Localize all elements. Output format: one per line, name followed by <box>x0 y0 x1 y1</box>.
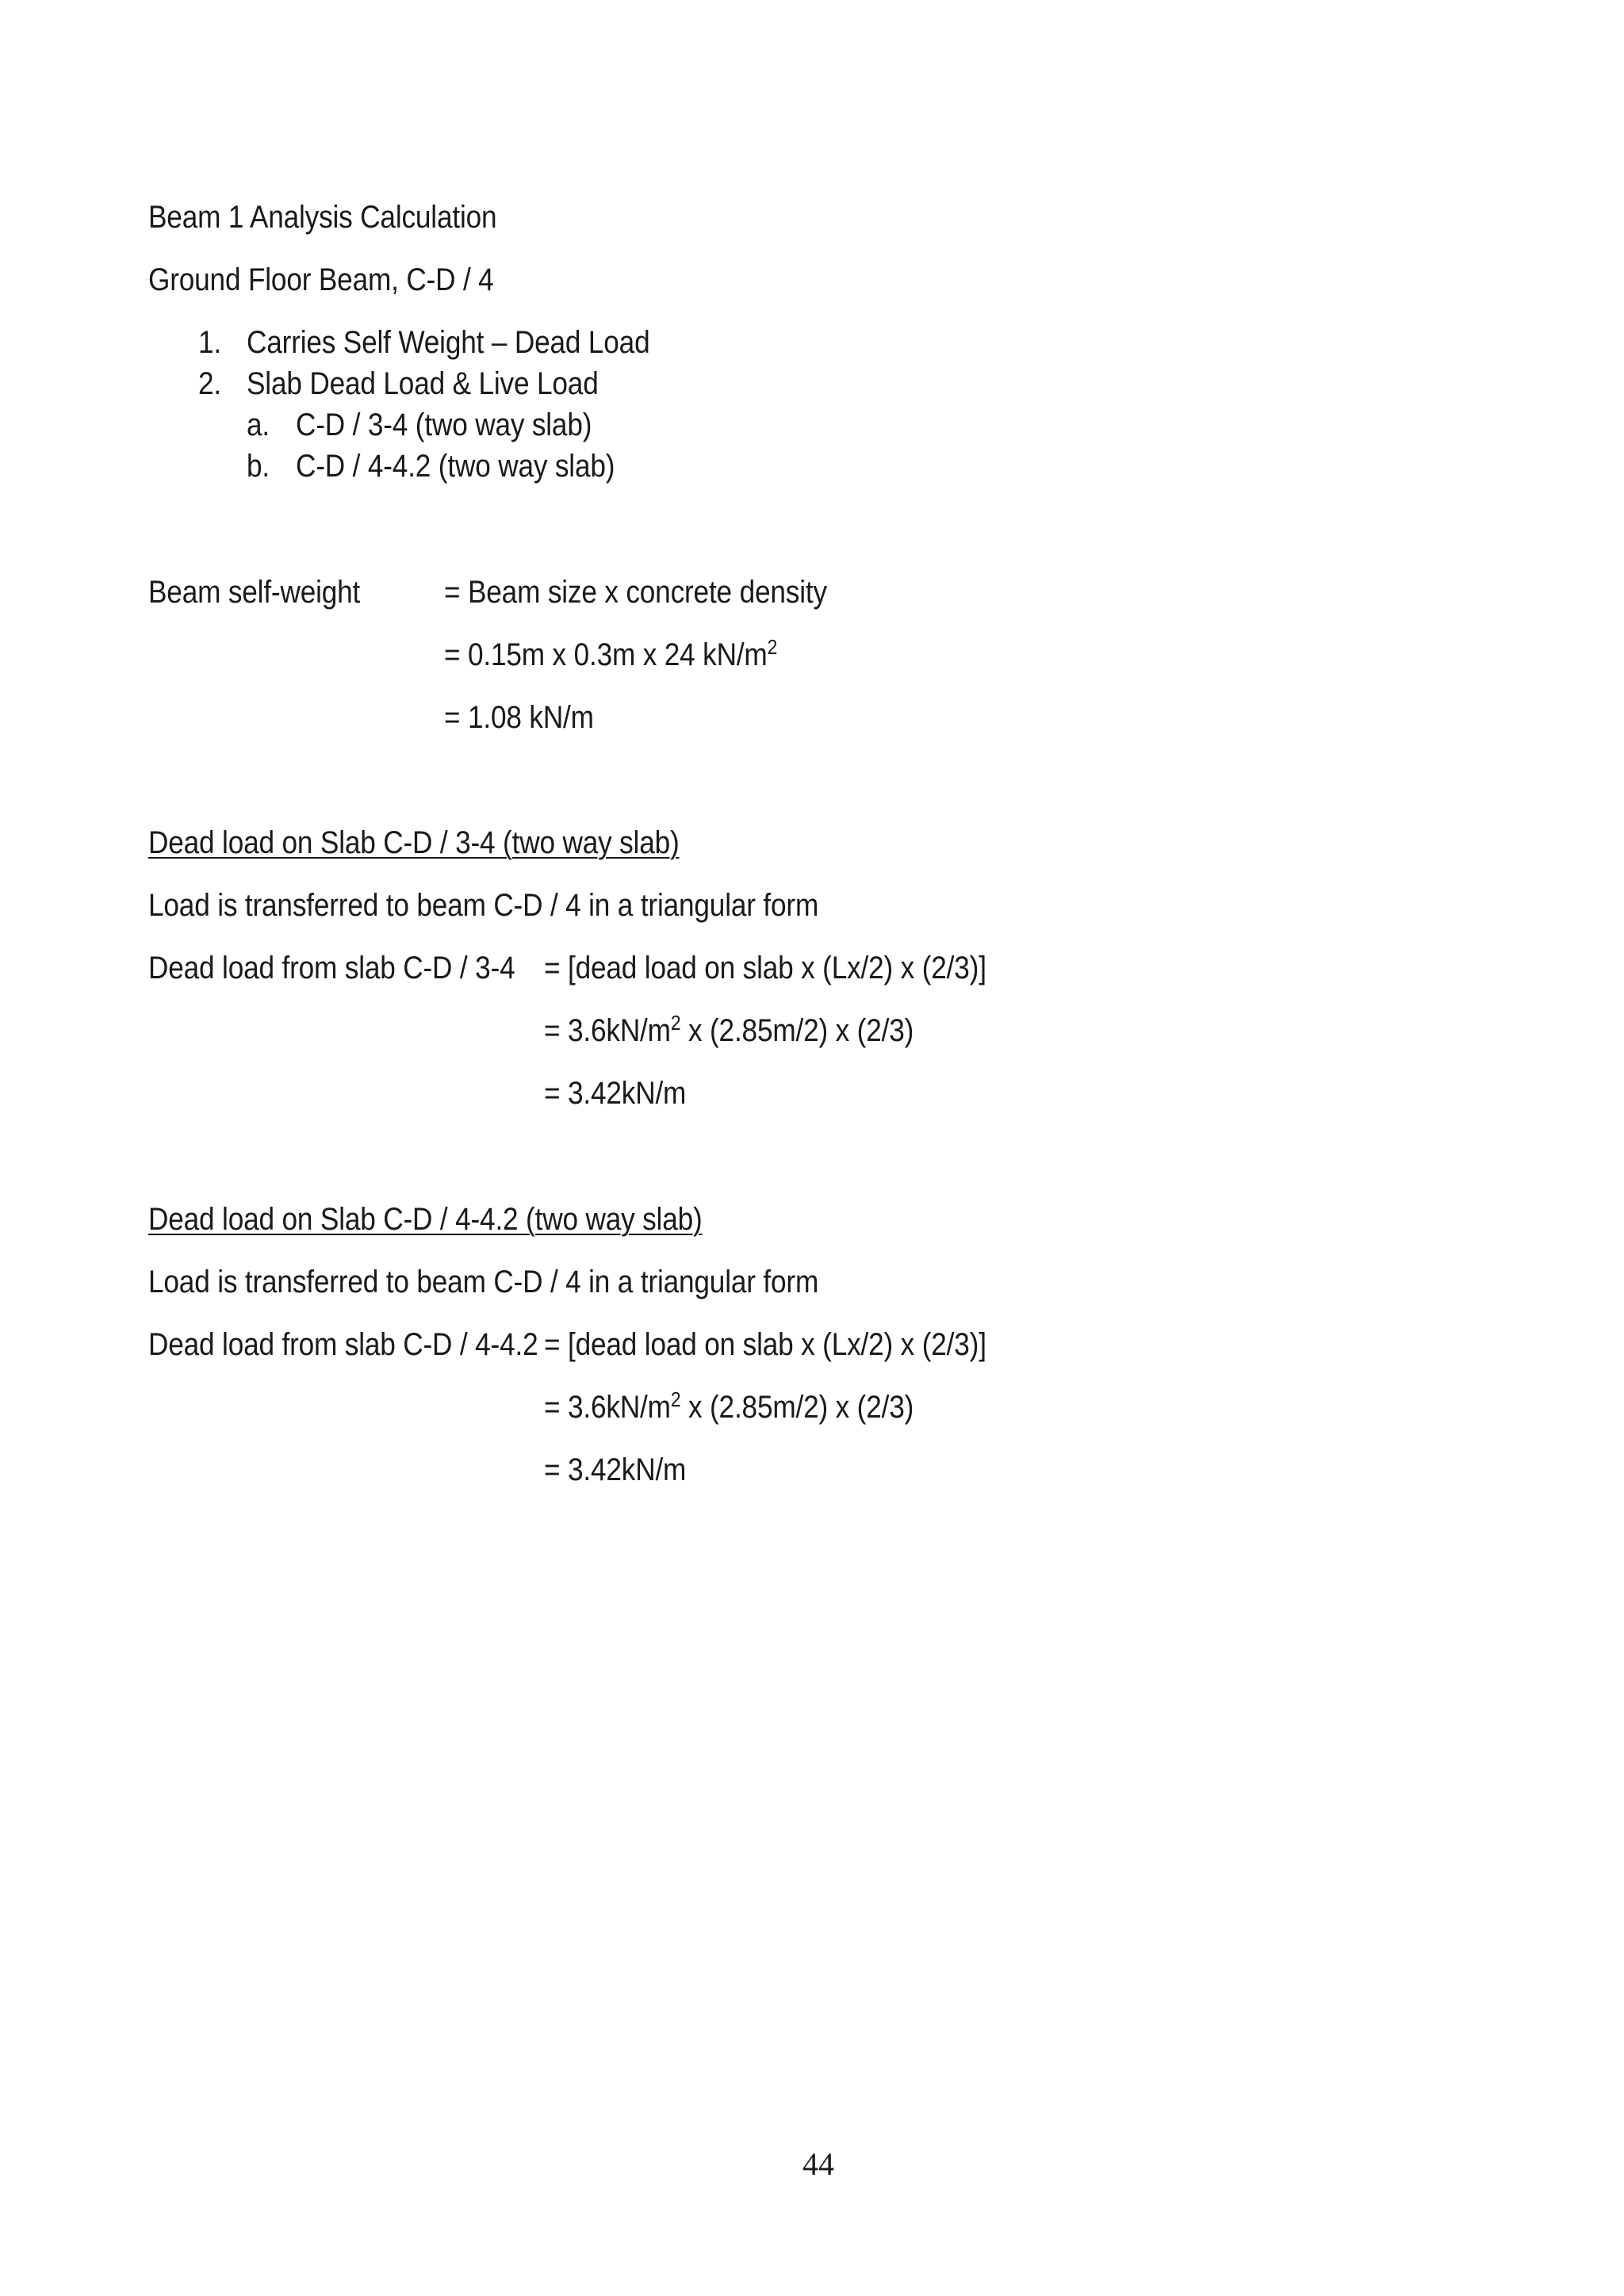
sublist-item-letter: b. <box>247 449 270 484</box>
slab2-label: Dead load from slab C-D / 4-4.2 <box>148 1327 538 1362</box>
slab2-formula: = [dead load on slab x (Lx/2) x (2/3)] <box>544 1327 986 1362</box>
self-weight-formula: = Beam size x concrete density <box>444 575 827 610</box>
slab1-heading: Dead load on Slab C-D / 3-4 (two way slab) <box>148 825 680 860</box>
section-title: Beam 1 Analysis Calculation <box>148 200 497 235</box>
list-item-number: 2. <box>198 366 222 401</box>
slab2-substitution: = $3.6kN/m^2$ x (2.85m/2) x (2/3) <box>544 1387 914 1425</box>
slab1-substitution: = $3.6kN/m^2$ x (2.85m/2) x (2/3) <box>544 1011 914 1048</box>
list-item-self-weight: Carries Self Weight – Dead Load <box>247 325 650 360</box>
sublist-item-letter: a. <box>247 408 270 442</box>
slab1-description: Load is transferred to beam C-D / 4 in a triangular form <box>148 888 819 923</box>
slab1-formula: = [dead load on slab x (Lx/2) x (2/3)] <box>544 951 986 985</box>
slab2-heading: Dead load on Slab C-D / 4-4.2 (two way slab) <box>148 1202 703 1237</box>
slab1-label: Dead load from slab C-D / 3-4 <box>148 951 515 985</box>
slab2-result: = 3.42kN/m <box>544 1452 687 1487</box>
slab1-result: = 3.42kN/m <box>544 1076 687 1111</box>
list-item-number: 1. <box>198 325 222 360</box>
slab2-description: Load is transferred to beam C-D / 4 in a triangular form <box>148 1265 819 1299</box>
sublist-item-slab-4-4-2: C-D / 4-4.2 (two way slab) <box>296 449 615 484</box>
beam-subtitle: Ground Floor Beam, C-D / 4 <box>148 262 494 297</box>
page-number: 44 <box>802 2146 834 2182</box>
self-weight-label: Beam self-weight <box>148 575 361 610</box>
list-item-slab-load: Slab Dead Load & Live Load <box>247 366 599 401</box>
sublist-item-slab-3-4: C-D / 3-4 (two way slab) <box>296 408 592 442</box>
self-weight-substitution: = 0.15m x 0.3m x 24 $kN/m^2$ <box>444 635 778 672</box>
self-weight-result: = 1.08 kN/m <box>444 700 594 735</box>
